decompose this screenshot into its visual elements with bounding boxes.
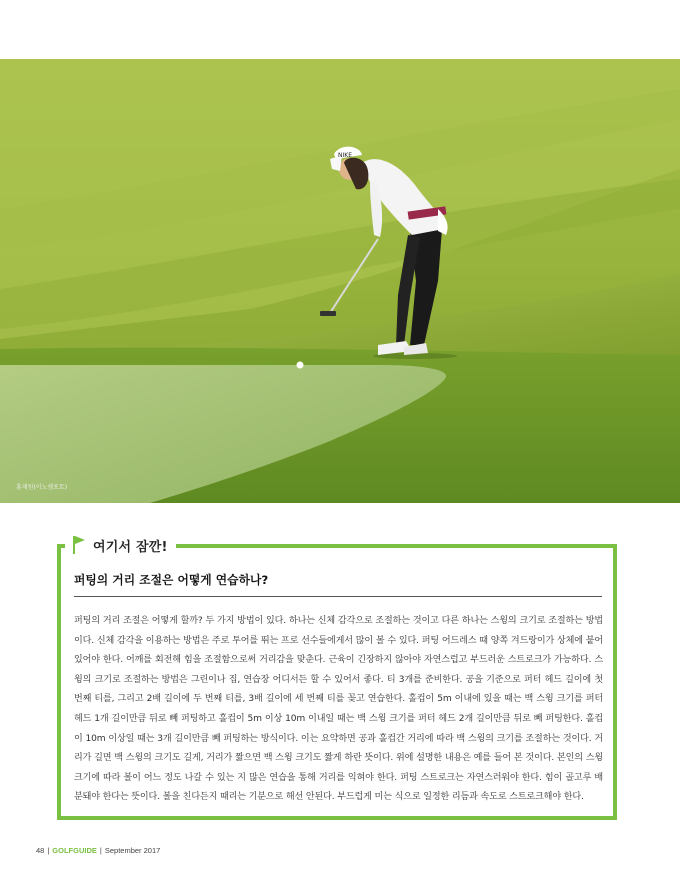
tip-header	[65, 532, 176, 558]
golf-putting-image	[0, 59, 680, 503]
photo-credit: 홍재원(이노엠포토)	[16, 484, 68, 491]
page-footer	[36, 846, 160, 855]
page-number: 48	[36, 846, 45, 855]
magazine-brand: GOLFGUIDE	[52, 846, 97, 855]
footer-separator: |	[99, 846, 102, 855]
tip-header-label: 여기서 잠깐!	[93, 539, 168, 555]
issue-date: September 2017	[104, 846, 161, 855]
tip-body-paragraph: 퍼팅의 거리 조절은 어떻게 할까? 두 가지 방법이 있다. 하나는 신체 감각으로 조절하는 것이고 다른 하나는 스윙의 크기로 조절하는 방법이다. 신체 감각을 이용하는 방법은 주로 투어를 뛰는 프로 선수들에게서 많이 볼 수 있다. 퍼팅 어드레스 때 양쪽 겨드랑이가 상체에 붙어 있어야 한다. 어깨를 회전해 힘을 조절함으로써 거리감을 맞춘다. 근육이 긴장하지 않아야 자연스럽고 부드러운 스트로크가 가능하다. 스윙의 크기로 조절하는 방법은 그린이나 집, 연습장 어디서든 할 수 있어서 좋다. 티 3개를 준비한다. 공을 기준으로 퍼터 헤드 길이에 첫 번째 티를, 그리고 2배 길이에 두 번째 티를, 3배 길이에 세 번째 티를 꽂고 연습한다. 홀컵이 5m 이내에 있을 때는 백 스윙 크기를 퍼터 헤드 1개 길이만큼 뒤로 빼 퍼팅하고 홀컵이 5m 이상 10m 이내일 때는 백 스윙 크기를 퍼터 헤드 2개 길이만큼 뒤로 빼 퍼팅한다. 홀컵이 10m 이상일 때는 3개 길이만큼 빼 퍼팅하는 방식이다. 이는 요약하면 공과 홀컵간 거리에 따라 백 스윙의 크기를 조절하는 것이다. 거리가 길면 백 스윙의 크기도 길게, 거리가 짧으면 백 스윙 크기도 짧게 하란 뜻이다. 위에 설명한 내용은 예를 들어 본 것이다. 본인의 스윙 크기에 따라 볼이 어느 정도 나갈 수 있는 지 많은 연습을 통해 거리를 익혀야 한다. 퍼팅 스트로크는 자연스러워야 한다. 힘이 골고루 배분돼야 한다는 뜻이다. 볼을 친다든지 때리는 기분으로 해선 안된다. 부드럽게 미는 식으로 일정한 리듬과 속도로 스트로크해야 한다.	[74, 616, 603, 803]
hero-photo	[0, 59, 680, 503]
tip-question: 퍼팅의 거리 조절은 어떻게 연습하나?	[74, 571, 602, 597]
flag-icon	[71, 535, 87, 555]
footer-separator: |	[47, 846, 50, 855]
tip-body	[74, 612, 603, 808]
svg-text:NIKE: NIKE	[338, 152, 352, 159]
